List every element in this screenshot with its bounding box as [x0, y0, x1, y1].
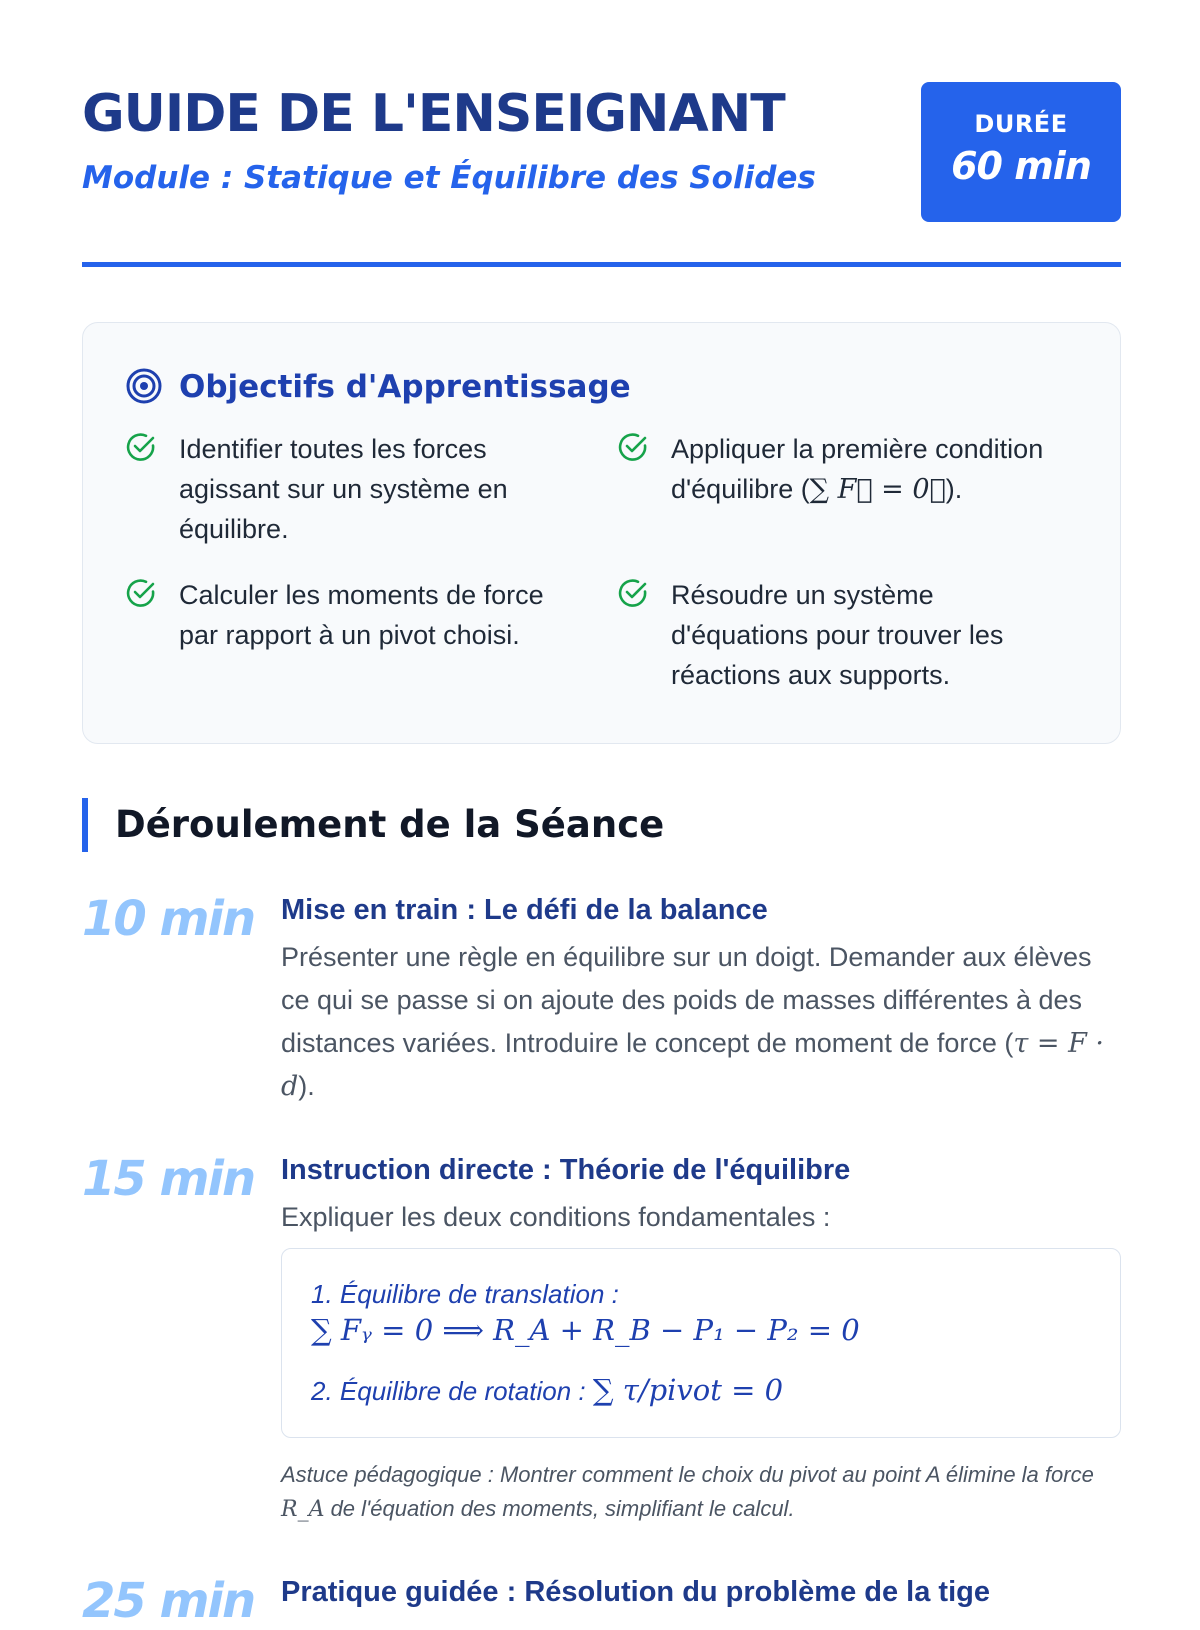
check-circle-icon — [617, 431, 649, 463]
step-time: 15 min — [82, 1151, 255, 1207]
page-title: GUIDE DE L'ENSEIGNANT — [82, 84, 785, 144]
objective-text: Calculer les moments de force par rapport à un pivot choisi. — [179, 580, 544, 650]
check-circle-icon — [125, 577, 157, 609]
guide-header — [82, 82, 1132, 222]
objective-text — [671, 429, 1101, 510]
objective-text-part: ). — [945, 474, 963, 504]
step-title: Instruction directe : Théorie de l'équilibre — [281, 1154, 851, 1186]
step-time: 10 min — [82, 891, 255, 947]
duration-badge — [921, 82, 1121, 222]
objective-text-part: Appliquer la première condition d'équilibre ( — [671, 434, 1044, 504]
objective-text: Résoudre un système d'équations pour trouver les réactions aux supports. — [671, 580, 1004, 690]
objectives-title: Objectifs d'Apprentissage — [179, 369, 631, 405]
translation-equation: ∑ Fᵧ = 0 ⟹ R_A + R_B − P₁ − P₂ = 0 — [311, 1313, 860, 1347]
section-accent-bar — [82, 798, 88, 852]
step-description-part: Présenter une règle en équilibre sur un doigt. Demander aux élèves ce qui se passe si on ajoute des poids de masses différentes à des distances variées. Introduire le concept de moment de force ( — [281, 942, 1092, 1058]
step-description: Expliquer les deux conditions fondamentales : — [281, 1202, 831, 1232]
objectives-card — [82, 322, 1121, 744]
duration-value: 60 min — [951, 144, 1091, 188]
section-title: Déroulement de la Séance — [115, 803, 665, 846]
check-circle-icon — [617, 577, 649, 609]
step-description — [281, 936, 1121, 1108]
duration-label: DURÉE — [974, 110, 1068, 138]
formula-rotation — [311, 1373, 783, 1407]
formula-box — [281, 1248, 1121, 1438]
rotation-equation: ∑ τ/pivot = 0 — [592, 1373, 784, 1407]
tip-formula: R_A — [281, 1497, 325, 1522]
step-title: Mise en train : Le défi de la balance — [281, 894, 768, 926]
step-body — [281, 890, 1121, 1108]
objective-text: Identifier toutes les forces agissant sur un système en équilibre. — [179, 434, 508, 544]
check-circle-icon — [125, 431, 157, 463]
equilibrium-formula: ∑ F⃗ = 0⃗ — [809, 474, 946, 505]
step-body — [281, 1572, 1121, 1612]
formula-translation-label: 1. Équilibre de translation : — [311, 1279, 619, 1309]
step-body — [281, 1150, 1121, 1522]
formula-translation — [311, 1313, 860, 1347]
step-description-part: ). — [298, 1071, 315, 1101]
module-subtitle: Module : Statique et Équilibre des Solides — [82, 160, 816, 196]
step-title: Pratique guidée : Résolution du problème de la tige — [281, 1576, 990, 1608]
tip-text-part: de l'équation des moments, simplifiant le calcul. — [324, 1496, 795, 1521]
step-time: 25 min — [82, 1573, 255, 1629]
teaching-tip — [281, 1458, 1121, 1527]
tip-text-part: Astuce pédagogique : Montrer comment le choix du pivot au point A élimine la force — [281, 1462, 1094, 1487]
header-divider — [82, 262, 1121, 267]
formula-rotation-label: 2. Équilibre de rotation : — [311, 1376, 593, 1406]
torque-formula: τ = F · d — [281, 1028, 1104, 1102]
target-icon — [125, 367, 163, 405]
